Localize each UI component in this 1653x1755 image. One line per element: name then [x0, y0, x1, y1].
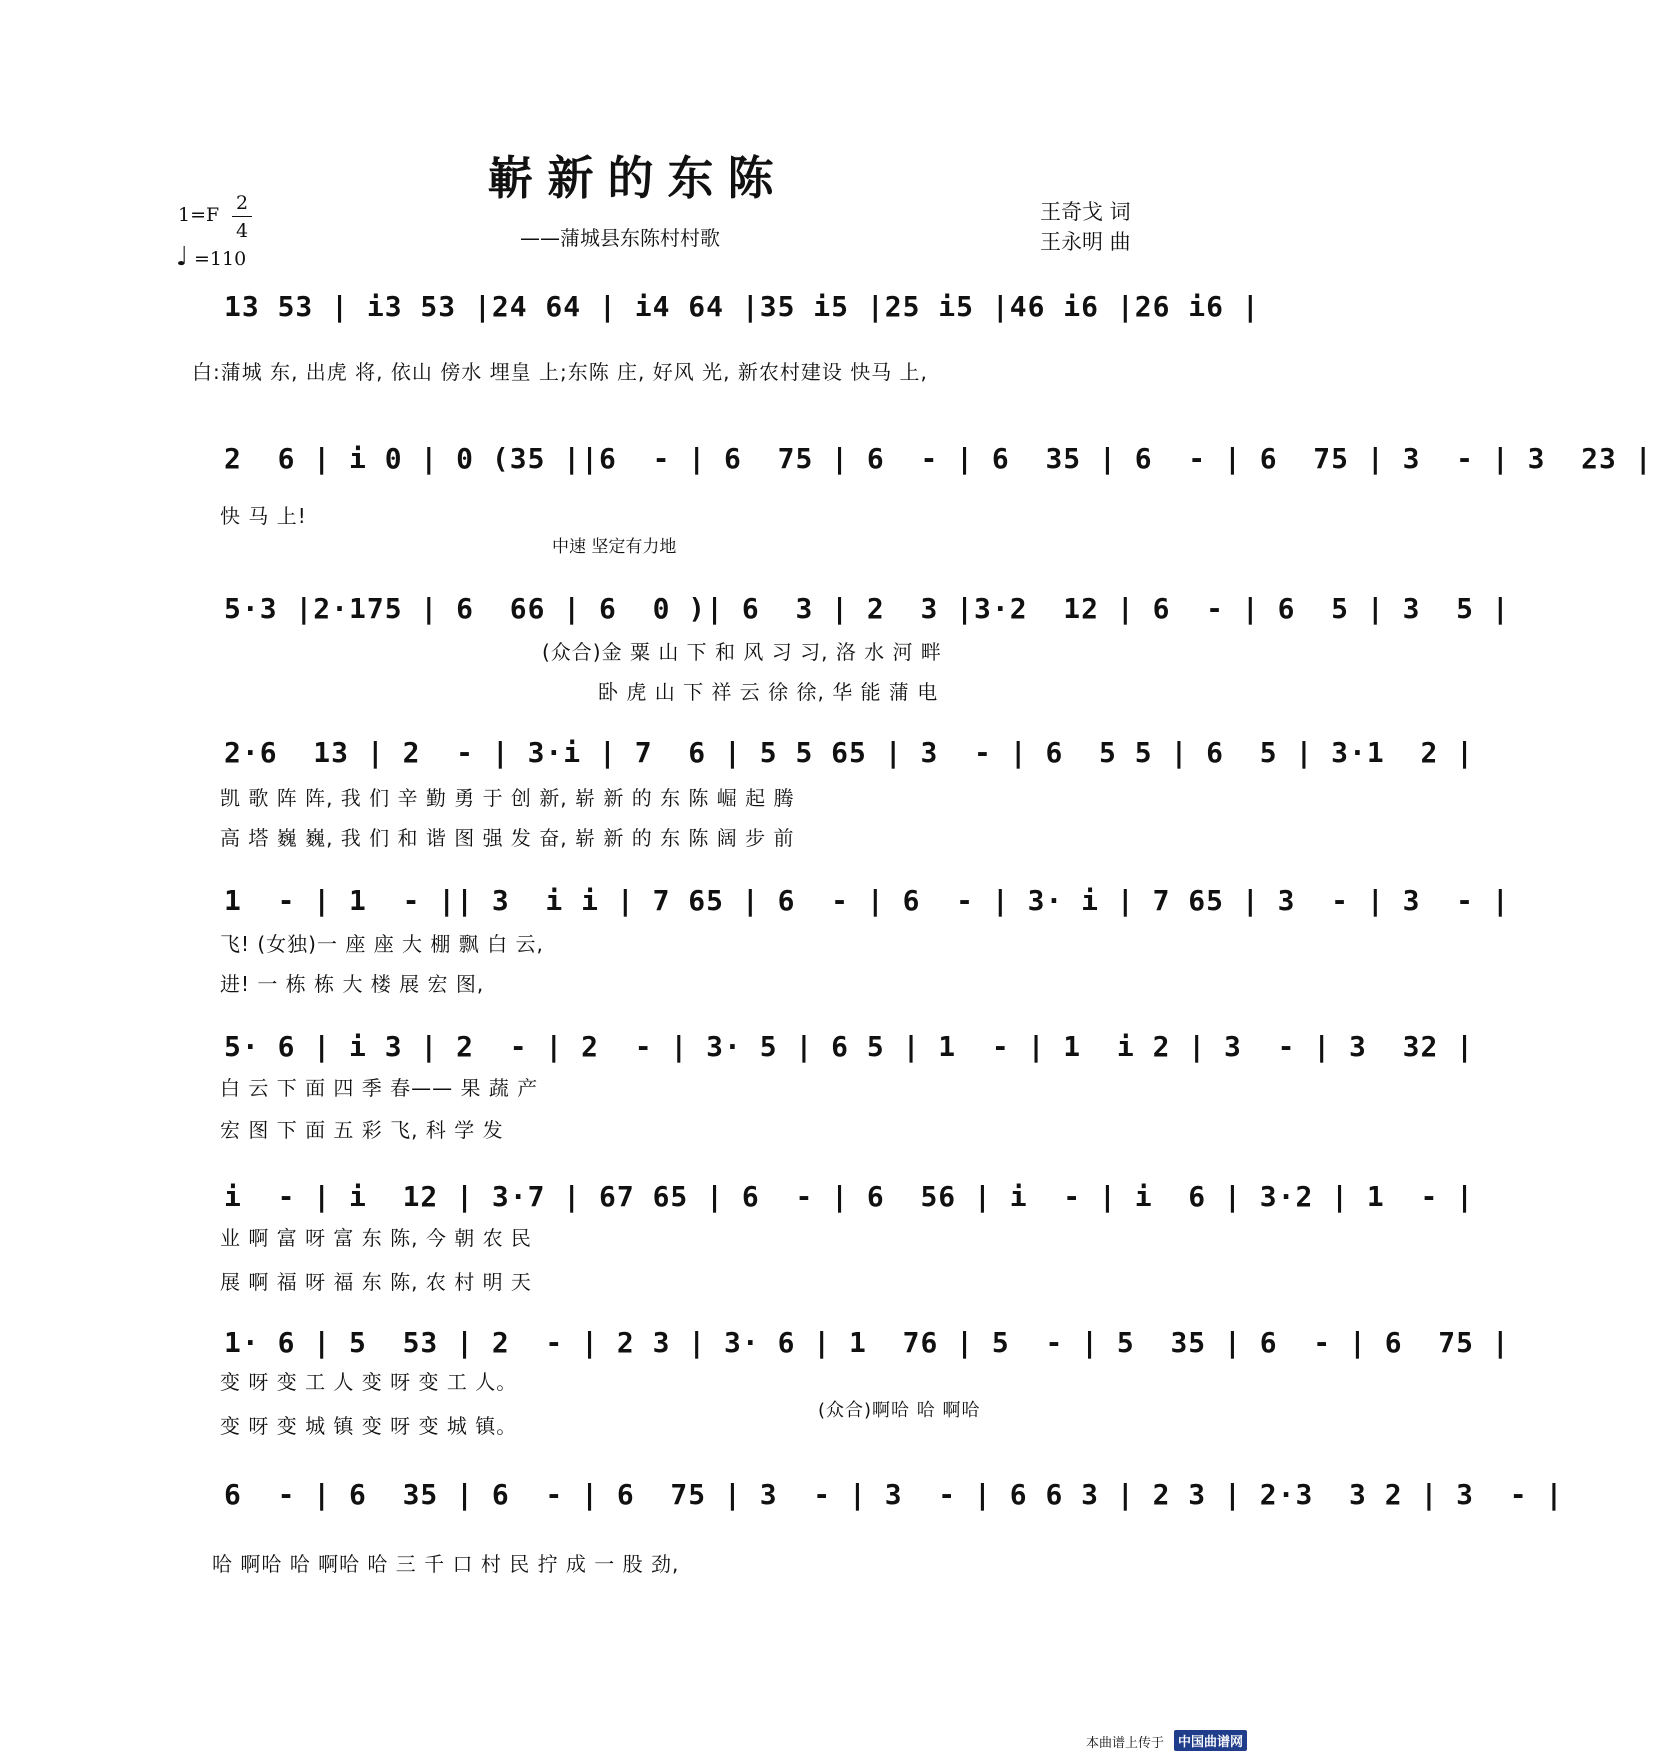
lyric-line: 业 啊 富 呀 富 东 陈, 今 朝 农 民: [220, 1226, 532, 1250]
lyric-line: 高 塔 巍 巍, 我 们 和 谐 图 强 发 奋, 崭 新 的 东 陈 阔 步 前: [220, 826, 795, 850]
lyric-line: 进! 一 栋 栋 大 楼 展 宏 图,: [220, 972, 485, 996]
tempo-value: =110: [194, 248, 247, 270]
tempo-marking: 中速 坚定有力地: [552, 537, 677, 557]
notation-line: 5·3 |2·175 | 6 66 | 6 0 )| 6 3 | 2 3 |3·2 12 | 6 - | 6 5 | 3 5 |: [224, 592, 1510, 625]
lyric-line: 哈 啊哈 哈 啊哈 哈 三 千 口 村 民 拧 成 一 股 劲,: [212, 1552, 680, 1576]
lyric-line: 凯 歌 阵 阵, 我 们 辛 勤 勇 于 创 新, 崭 新 的 东 陈 崛 起 腾: [220, 786, 795, 810]
quarter-note-icon: ♩: [176, 242, 189, 272]
staff-system-1: [0, 290, 1275, 350]
logo-text: 中国曲谱网: [1174, 1730, 1247, 1751]
score-title: 嶄新的东陈: [487, 151, 788, 205]
lyric-line: 展 啊 福 呀 福 东 陈, 农 村 明 天: [220, 1270, 532, 1294]
staff-system-8: [0, 1326, 1510, 1386]
key-signature: 1=F: [178, 204, 220, 226]
notation-line: i - | i 12 | 3·7 | 67 65 | 6 - | 6 56 | i - | i 6 | 3·2 | 1 - |: [224, 1180, 1475, 1213]
staff-system-2: [0, 442, 1653, 502]
notation-line: 2 6 | i 0 | 0 (35 ||6 - | 6 75 | 6 - | 6 35 | 6 - | 6 75 | 3 - | 3 23 |: [224, 442, 1653, 475]
site-logo: [1174, 1730, 1247, 1751]
notation-line: 1 - | 1 - || 3 i i | 7 65 | 6 - | 6 - | 3· i | 7 65 | 3 - | 3 - |: [224, 884, 1510, 917]
lyricist-credit: 王奇戈 词: [1040, 200, 1131, 224]
chorus-lyric: (众合)啊哈 哈 啊哈: [818, 1400, 981, 1421]
lyric-line: 宏 图 下 面 五 彩 飞, 科 学 发: [220, 1118, 504, 1142]
lyric-line: (众合)金 粟 山 下 和 风 习 习, 洛 水 河 畔: [542, 640, 942, 664]
lyric-line: 飞! (女独)一 座 座 大 棚 飘 白 云,: [220, 932, 544, 956]
footer-upload-text: 本曲谱上传于: [1086, 1736, 1165, 1751]
time-signature-bottom: 4: [236, 220, 249, 242]
lyric-line: 变 呀 变 工 人 变 呀 变 工 人。: [220, 1370, 518, 1394]
lyric-line: 白:蒲城 东, 出虎 将, 依山 傍水 埋皇 上;东陈 庄, 好风 光, 新农村建设 快马 上,: [192, 360, 928, 384]
lyric-line: 快 马 上!: [220, 504, 307, 528]
staff-system-9: [0, 1478, 1564, 1538]
staff-system-6: [0, 1030, 1475, 1090]
notation-line: 13 53 | i3 53 |24 64 | i4 64 |35 i5 |25 i5 |46 i6 |26 i6 |: [224, 290, 1260, 323]
time-signature-divider: [232, 216, 252, 217]
notation-line: 1· 6 | 5 53 | 2 - | 2 3 | 3· 6 | 1 76 | 5 - | 5 35 | 6 - | 6 75 |: [224, 1326, 1510, 1359]
notation-line: 2·6 13 | 2 - | 3·i | 7 6 | 5 5 65 | 3 - | 6 5 5 | 6 5 | 3·1 2 |: [224, 736, 1475, 769]
staff-system-5: [0, 884, 1510, 944]
notation-line: 6 - | 6 35 | 6 - | 6 75 | 3 - | 3 - | 6 6 3 | 2 3 | 2·3 3 2 | 3 - |: [224, 1478, 1564, 1511]
score-subtitle: ——蒲城县东陈村村歌: [520, 226, 720, 250]
notation-line: 5· 6 | i 3 | 2 - | 2 - | 3· 5 | 6 5 | 1 - | 1 i 2 | 3 - | 3 32 |: [224, 1030, 1475, 1063]
lyric-line: 变 呀 变 城 镇 变 呀 变 城 镇。: [220, 1414, 518, 1438]
composer-credit: 王永明 曲: [1040, 230, 1131, 254]
time-signature-top: 2: [236, 192, 249, 214]
staff-system-7: [0, 1180, 1475, 1240]
lyric-line: 卧 虎 山 下 祥 云 徐 徐, 华 能 蒲 电: [598, 680, 939, 704]
lyric-line: 白 云 下 面 四 季 春—— 果 蔬 产: [220, 1076, 539, 1100]
